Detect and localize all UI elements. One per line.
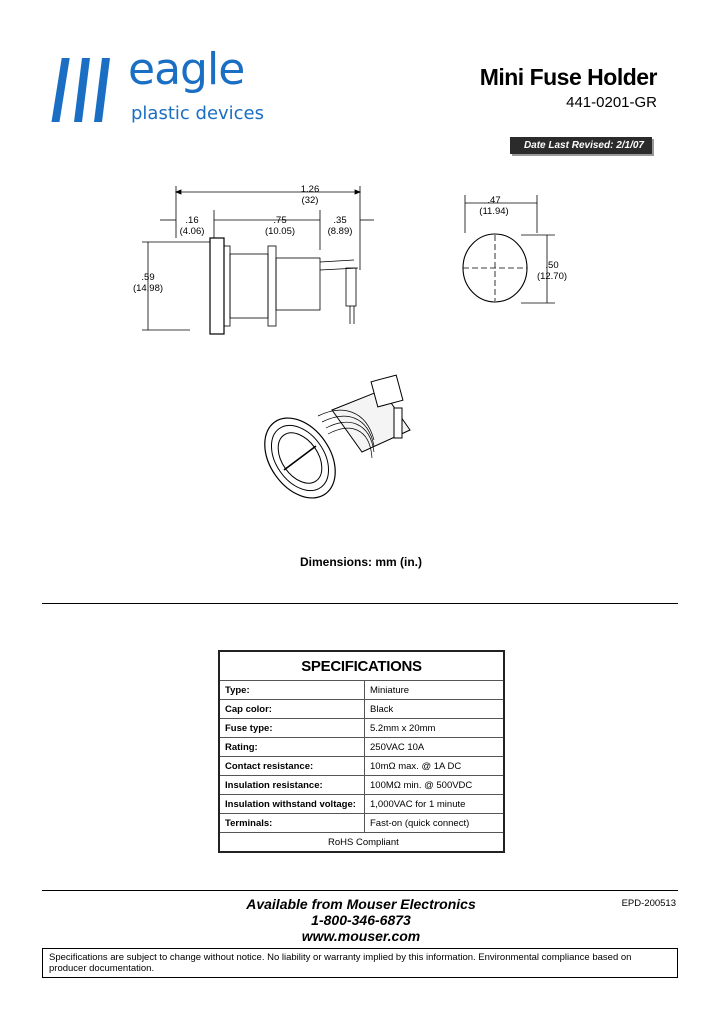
brand-name: eagle [128,44,245,95]
dim-d1 [172,215,212,237]
brand-logo [48,44,268,130]
dim-w-mm: (11.94) [479,206,509,217]
spec-key: Fuse type: [219,719,365,738]
table-row [219,776,504,795]
spec-key: Contact resistance: [219,757,365,776]
dim-w [474,195,514,217]
table-row [219,719,504,738]
dim-d3-mm: (8.89) [327,226,353,237]
dim-d3-in: .35 [333,215,347,226]
spec-value: 250VAC 10A [365,738,505,757]
spec-title: SPECIFICATIONS [219,651,504,681]
document-code: EPD-200513 [621,898,676,909]
spec-key: Terminals: [219,814,365,833]
side-view-drawing [120,180,380,350]
spec-value: Fast-on (quick connect) [365,814,505,833]
dim-h2 [532,260,572,282]
dim-h-mm: (14.98) [132,283,164,294]
table-row [219,795,504,814]
spec-value: 5.2mm x 20mm [365,719,505,738]
dim-d2 [260,215,300,237]
dim-h [126,272,170,294]
dim-w-in: .47 [487,195,501,206]
dim-d1-in: .16 [185,215,199,226]
footer-contact [0,896,720,944]
dim-d2-mm: (10.05) [264,226,296,237]
spec-key: Type: [219,681,365,700]
table-row [219,738,504,757]
disclaimer-notice: Specifications are subject to change without notice. No liability or warranty implied by this information. Environmental compliance based on producer documentation. [42,948,678,978]
spec-value: 10mΩ max. @ 1A DC [365,757,505,776]
specifications-table [218,650,505,853]
divider-bottom [42,890,678,891]
dim-overall [290,184,330,206]
spec-value: Miniature [365,681,505,700]
spec-value: Black [365,700,505,719]
dim-h2-mm: (12.70) [536,271,568,282]
spec-key: Insulation resistance: [219,776,365,795]
table-row [219,757,504,776]
spec-key: Rating: [219,738,365,757]
dimensions-caption: Dimensions: mm (in.) [299,555,422,569]
table-row [219,814,504,833]
part-number: 441-0201-GR [566,94,657,111]
dim-overall-in: 1.26 [300,184,320,195]
rohs-note: RoHS Compliant [219,833,504,853]
footer-line1: Available from Mouser Electronics [246,896,476,912]
dim-overall-mm: (32) [301,195,319,206]
footer-phone: 1-800-346-6873 [311,912,411,928]
table-row [219,681,504,700]
revision-date: Date Last Revised: 2/1/07 [510,137,652,154]
product-illustration [262,370,422,510]
spec-key: Cap color: [219,700,365,719]
table-row [219,700,504,719]
page-title: Mini Fuse Holder [479,64,657,90]
spec-key: Insulation withstand voltage: [219,795,365,814]
dim-h-in: .59 [141,272,155,283]
spec-value: 1,000VAC for 1 minute [365,795,505,814]
footer-url[interactable]: www.mouser.com [301,928,421,944]
logo-stripes-icon [48,50,128,130]
dim-h2-in: .50 [545,260,559,271]
dim-d2-in: .75 [273,215,287,226]
divider-top [42,603,678,604]
dim-d1-mm: (4.06) [179,226,205,237]
brand-tagline: plastic devices [131,103,265,124]
dim-d3 [320,215,360,237]
spec-value: 100MΩ min. @ 500VDC [365,776,505,795]
